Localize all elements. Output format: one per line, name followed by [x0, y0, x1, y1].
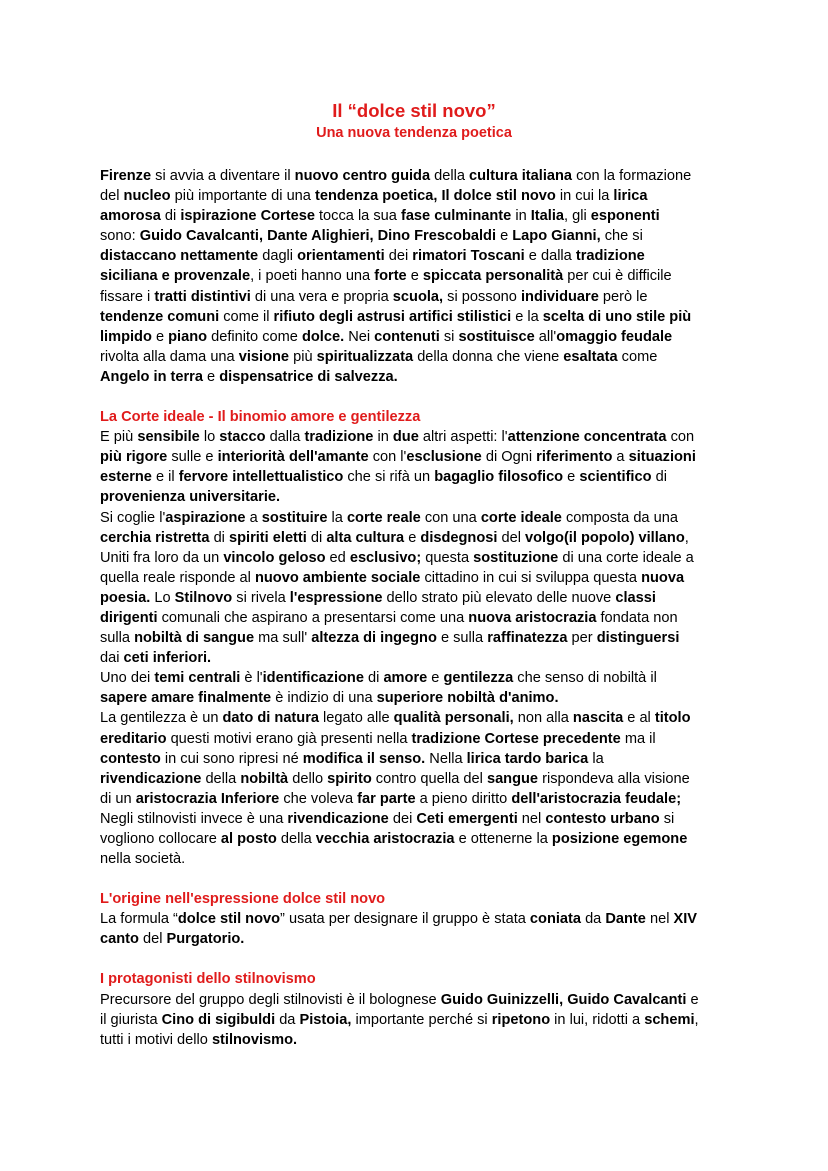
bold-text: spirito: [327, 770, 372, 787]
text-run: di una vera e propria: [250, 288, 393, 305]
bold-text: nuovo centro guida: [294, 168, 431, 184]
text-run: di Ogni: [481, 449, 537, 466]
bold-text: nascita: [572, 710, 624, 727]
text-run: sulle e: [167, 449, 218, 466]
bold-text: Purgatorio.: [166, 931, 245, 948]
text-line: [100, 528, 728, 548]
bold-text: canto: [100, 931, 139, 948]
bold-text: sostituisce: [458, 328, 535, 345]
bold-text: esterne: [100, 469, 152, 486]
bold-text: aristocrazia Inferiore: [135, 790, 280, 807]
text-run: che si rifà un: [343, 469, 435, 486]
text-line: [100, 266, 728, 286]
text-run: del: [100, 188, 124, 205]
text-line: [100, 588, 728, 608]
bold-text: tradizione Cortese precedente: [411, 730, 621, 747]
bold-text: attenzione concentrata: [507, 429, 667, 446]
section-heading: L'origine nell'espressione dolce stil novo: [100, 891, 386, 908]
text-line: [100, 909, 728, 929]
text-run: la: [327, 509, 347, 526]
text-line: [100, 508, 728, 528]
text-run: Nella: [425, 750, 467, 767]
bold-text: dell'aristocrazia feudale;: [511, 790, 682, 807]
text-run: La gentilezza è un: [100, 710, 223, 727]
text-run: e al: [623, 710, 655, 727]
text-run: Negli stilnovisti invece è una: [100, 810, 288, 827]
bold-text: esaltata: [563, 348, 618, 365]
text-run: fondata non: [596, 609, 678, 626]
text-run: E più: [100, 429, 138, 446]
bold-text: titolo: [654, 710, 691, 727]
bold-text: Stilnovo: [174, 589, 233, 606]
text-run: e: [496, 228, 513, 245]
text-run: ,: [694, 1011, 699, 1028]
bold-text: nucleo: [123, 188, 171, 205]
text-run: , gli: [564, 208, 591, 225]
text-run: , i poeti hanno una: [250, 268, 375, 285]
text-run: in lui, ridotti a: [550, 1011, 645, 1028]
text-run: lo: [199, 429, 220, 446]
text-line: [100, 347, 728, 367]
section-body: [100, 990, 728, 1050]
text-run: con l': [368, 449, 407, 466]
bold-text: orientamenti: [297, 248, 385, 265]
text-run: in cui la: [555, 188, 614, 205]
bold-text: rivendicazione: [100, 770, 202, 787]
bold-text: esclusione: [406, 449, 482, 466]
document-subtitle: Una nuova tendenza poetica: [316, 125, 512, 141]
bold-text: rifiuto degli astrusi artifici stilistici: [273, 308, 512, 325]
text-run: e: [202, 368, 220, 385]
text-run: rispondeva alla visione: [538, 770, 690, 787]
text-run: e: [686, 991, 699, 1008]
bold-text: sapere amare finalmente: [100, 690, 272, 707]
text-run: dalla: [265, 429, 305, 446]
bold-text: nuova: [641, 569, 685, 586]
bold-text: dolce.: [301, 328, 345, 345]
text-run: però le: [598, 288, 648, 305]
bold-text: schemi: [644, 1011, 695, 1028]
bold-text: più rigore: [100, 449, 168, 466]
text-line: [100, 849, 728, 869]
bold-text: Guido Guinizzelli, Guido Cavalcanti: [440, 991, 687, 1008]
bold-text: sangue: [486, 770, 539, 787]
bold-text: tendenze comuni: [100, 308, 220, 325]
text-run: e: [151, 328, 169, 345]
text-run: dai: [100, 650, 124, 667]
text-run: si avvia a diventare il: [151, 168, 295, 184]
text-run: nel: [645, 911, 674, 928]
bold-text: classi: [615, 589, 656, 606]
text-run: come il: [219, 308, 274, 325]
bold-text: superiore nobiltà d'animo.: [376, 690, 559, 707]
bold-text: ceti inferiori.: [123, 650, 212, 667]
text-line: [100, 548, 728, 568]
bold-text: ripetono: [491, 1011, 551, 1028]
bold-text: due: [392, 429, 419, 446]
text-run: e ottenerne la: [454, 831, 552, 847]
text-run: per cui è difficile: [563, 268, 672, 285]
bold-text: dolce stil novo: [177, 911, 281, 928]
bold-text: fervore intellettualistico: [178, 469, 344, 486]
bold-text: tradizione: [575, 248, 645, 265]
text-run: in: [511, 208, 531, 225]
bold-text: sostituire: [261, 509, 328, 526]
bold-text: Angelo in terra: [100, 368, 203, 385]
text-run: di un: [100, 790, 136, 807]
text-line: [100, 427, 728, 447]
bold-text: Dante: [605, 911, 646, 928]
text-run: come: [617, 348, 658, 365]
bold-text: riferimento: [536, 449, 613, 466]
bold-text: ereditario: [100, 730, 167, 747]
text-line: [100, 648, 728, 668]
bold-text: ispirazione Cortese: [180, 208, 315, 225]
text-run: si: [659, 810, 675, 827]
text-run: Nei: [344, 328, 375, 345]
bold-text: lirica: [613, 188, 648, 205]
bold-text: provenienza universitarie.: [100, 489, 281, 506]
bold-text: poesia.: [100, 589, 151, 606]
bold-text: tradizione: [304, 429, 374, 446]
text-line: [100, 487, 728, 507]
section-heading: I protagonisti dello stilnovismo: [100, 971, 316, 988]
text-run: di: [306, 529, 327, 546]
text-line: [100, 186, 728, 206]
bold-text: stilnovismo.: [211, 1031, 298, 1048]
bold-text: scientifico: [579, 469, 652, 486]
bold-text: omaggio feudale: [556, 328, 673, 345]
text-run: della: [430, 168, 470, 184]
text-line: [100, 809, 728, 829]
text-line: [100, 307, 728, 327]
text-run: e la: [511, 308, 543, 325]
bold-text: esclusivo;: [349, 549, 422, 566]
bold-text: Ceti emergenti: [416, 810, 518, 827]
bold-text: visione: [238, 348, 290, 365]
text-run: non alla: [513, 710, 573, 727]
text-run: nel: [517, 810, 546, 827]
text-line: [100, 829, 728, 849]
text-line: [100, 467, 728, 487]
bold-text: far parte: [357, 790, 416, 807]
text-run: a pieno diritto: [415, 790, 512, 807]
text-run: dei: [388, 810, 417, 827]
text-line: [100, 628, 728, 648]
bold-text: temi centrali: [154, 670, 241, 687]
text-run: e sulla: [436, 630, 488, 647]
text-run: tutti i motivi dello: [100, 1031, 212, 1048]
text-run: e: [563, 469, 580, 486]
bold-text: qualità personali,: [393, 710, 514, 727]
text-run: fissare i: [100, 288, 155, 305]
text-run: comunali che aspirano a presentarsi come una: [157, 609, 469, 626]
text-run: dei: [384, 248, 413, 265]
document-page: [100, 100, 728, 1050]
text-run: che si: [600, 228, 643, 245]
text-line: [100, 327, 728, 347]
text-run: dagli: [258, 248, 298, 265]
bold-text: raffinatezza: [487, 630, 568, 647]
text-run: e: [404, 529, 421, 546]
text-line: [100, 226, 728, 246]
text-line: [100, 990, 728, 1010]
text-run: e il: [151, 469, 179, 486]
text-run: vogliono collocare: [100, 831, 221, 847]
text-line: [100, 1030, 728, 1050]
text-run: questa: [421, 549, 474, 566]
bold-text: Lapo Gianni,: [512, 228, 601, 245]
text-run: e dalla: [524, 248, 576, 265]
bold-text: rivendicazione: [287, 810, 389, 827]
text-run: nella società.: [100, 851, 186, 868]
bold-text: nobiltà: [240, 770, 289, 787]
bold-text: corte ideale: [480, 509, 562, 526]
text-run: tocca la sua: [314, 208, 401, 225]
bold-text: tendenza poetica, Il dolce stil novo: [314, 188, 556, 205]
bold-text: l'espressione: [289, 589, 383, 606]
bold-text: amore: [383, 670, 428, 687]
text-line: [100, 287, 728, 307]
text-run: altri aspetti: l': [418, 429, 508, 446]
bold-text: alta cultura: [326, 529, 405, 546]
text-run: legato alle: [319, 710, 394, 727]
bold-text: contenuti: [374, 328, 440, 345]
bold-text: Pistoia,: [299, 1011, 352, 1028]
bold-text: stacco: [219, 429, 266, 446]
text-line: [100, 769, 728, 789]
bold-text: tratti distintivi: [154, 288, 251, 305]
bold-text: scuola,: [392, 288, 444, 305]
text-run: cittadino in cui si sviluppa questa: [420, 569, 642, 586]
text-run: del: [138, 931, 167, 948]
text-run: rivolta alla dama una: [100, 348, 239, 365]
bold-text: posizione egemone: [551, 831, 688, 847]
section-body: [100, 909, 728, 949]
bold-text: corte reale: [346, 509, 421, 526]
bold-text: amorosa: [100, 208, 161, 225]
bold-text: piano: [168, 328, 208, 345]
text-line: [100, 789, 728, 809]
text-run: di una corte ideale a: [558, 549, 694, 566]
text-line: [100, 166, 728, 186]
text-run: si: [439, 328, 459, 345]
text-run: Si coglie l': [100, 509, 166, 526]
text-run: composta da una: [561, 509, 678, 526]
bold-text: individuare: [520, 288, 599, 305]
text-run: ” usata per designare il gruppo è stata: [280, 911, 530, 928]
text-line: [100, 206, 728, 226]
bold-text: cultura italiana: [469, 168, 573, 184]
section-protagonisti: [100, 969, 728, 1049]
text-run: più importante di una: [170, 188, 315, 205]
bold-text: Guido Cavalcanti, Dante Alighieri, Dino Frescobaldi: [139, 228, 497, 245]
text-run: che voleva: [279, 790, 358, 807]
bold-text: nobiltà di sangue: [134, 630, 255, 647]
text-line: [100, 708, 728, 728]
bold-text: contesto urbano: [545, 810, 660, 827]
text-run: della: [201, 770, 241, 787]
text-run: di: [160, 208, 181, 225]
bold-text: dispensatrice di salvezza.: [219, 368, 398, 385]
bold-text: forte: [374, 268, 407, 285]
bold-text: lirica tardo barica: [466, 750, 589, 767]
text-run: per: [567, 630, 597, 647]
text-line: [100, 447, 728, 467]
text-run: in: [373, 429, 393, 446]
bold-text: dato di natura: [222, 710, 319, 727]
text-run: in cui sono ripresi né: [160, 750, 303, 767]
bold-text: vincolo geloso: [223, 549, 326, 566]
text-line: [100, 668, 728, 688]
section-body: [100, 166, 728, 387]
text-run: sono:: [100, 228, 140, 245]
bold-text: volgo(il popolo) villano: [525, 529, 685, 546]
text-line: [100, 929, 728, 949]
bold-text: distaccano nettamente: [100, 248, 259, 265]
text-run: La formula “: [100, 911, 178, 928]
bold-text: spiriti eletti: [228, 529, 307, 546]
bold-text: vecchia aristocrazia: [315, 831, 455, 847]
bold-text: Italia: [530, 208, 564, 225]
text-run: e: [406, 268, 423, 285]
text-run: ma il: [620, 730, 656, 747]
section-body: [100, 427, 728, 869]
text-run: all': [534, 328, 557, 345]
text-line: [100, 749, 728, 769]
text-line: [100, 246, 728, 266]
text-run: Uno dei: [100, 670, 155, 687]
text-run: con una: [420, 509, 481, 526]
bold-text: disdegnosi: [420, 529, 498, 546]
bold-text: altezza di ingegno: [311, 630, 437, 647]
text-run: contro quella del: [371, 770, 487, 787]
bold-text: cerchia ristretta: [100, 529, 210, 546]
bold-text: scelta di uno stile più: [542, 308, 692, 325]
bold-text: situazioni: [628, 449, 696, 466]
bold-text: XIV: [673, 911, 698, 928]
section-heading: La Corte ideale - Il binomio amore e gentilezza: [100, 409, 421, 426]
text-run: e: [427, 670, 444, 687]
bold-text: coniata: [529, 911, 582, 928]
text-run: dello strato più elevato delle nuove: [382, 589, 616, 606]
text-run: si rivela: [232, 589, 290, 606]
text-run: di: [651, 469, 667, 486]
text-run: Uniti fra loro da un: [100, 549, 224, 566]
text-run: il giurista: [100, 1011, 162, 1028]
bold-text: nuovo ambiente sociale: [254, 569, 421, 586]
text-run: ,: [684, 529, 689, 546]
bold-text: spiritualizzata: [316, 348, 414, 365]
text-run: da: [581, 911, 606, 928]
text-run: quella reale risponde al: [100, 569, 255, 586]
bold-text: sensibile: [137, 429, 200, 446]
bold-text: modifica il senso.: [302, 750, 426, 767]
bold-text: fase culminante: [400, 208, 512, 225]
text-run: ed: [325, 549, 350, 566]
text-run: con: [666, 429, 695, 446]
bold-text: contesto: [100, 750, 161, 767]
bold-text: esponenti: [590, 208, 660, 225]
bold-text: spiccata personalità: [422, 268, 564, 285]
text-run: della donna che viene: [413, 348, 564, 365]
section-origine: [100, 889, 728, 949]
bold-text: Cino di sigibuldi: [161, 1011, 276, 1028]
text-run: che senso di nobiltà il: [513, 670, 657, 687]
text-line: [100, 568, 728, 588]
section-corte-ideale: [100, 407, 728, 869]
text-run: Precursore del gruppo degli stilnovisti è il bolognese: [100, 991, 441, 1008]
bold-text: al posto: [220, 831, 277, 847]
text-run: si possono: [443, 288, 521, 305]
bold-text: aspirazione: [165, 509, 246, 526]
text-line: [100, 608, 728, 628]
bold-text: siciliana e provenzale: [100, 268, 251, 285]
text-run: sulla: [100, 630, 135, 647]
text-run: la: [588, 750, 604, 767]
bold-text: limpido: [100, 328, 152, 345]
text-run: con la formazione: [572, 168, 692, 184]
text-run: a: [245, 509, 262, 526]
bold-text: interiorità dell'amante: [217, 449, 369, 466]
text-run: della: [276, 831, 316, 847]
text-line: [100, 688, 728, 708]
text-run: da: [275, 1011, 300, 1028]
bold-text: rimatori Toscani: [412, 248, 525, 265]
bold-text: gentilezza: [443, 670, 514, 687]
text-run: di: [363, 670, 384, 687]
text-run: importante perché si: [351, 1011, 492, 1028]
bold-text: sostituzione: [473, 549, 559, 566]
text-line: [100, 729, 728, 749]
text-run: definito come: [207, 328, 302, 345]
text-run: del: [497, 529, 526, 546]
text-run: dello: [288, 770, 328, 787]
text-line: [100, 1010, 728, 1030]
bold-text: Firenze: [100, 168, 152, 184]
section-intro: [100, 166, 728, 387]
text-run: questi motivi erano già presenti nella: [166, 730, 412, 747]
bold-text: bagaglio filosofico: [434, 469, 564, 486]
text-line: [100, 367, 728, 387]
document-title: Il “dolce stil novo”: [332, 100, 496, 121]
bold-text: nuova aristocrazia: [468, 609, 597, 626]
text-run: più: [289, 348, 317, 365]
text-run: è l': [240, 670, 263, 687]
text-run: di: [209, 529, 229, 546]
bold-text: distinguersi: [596, 630, 680, 647]
text-run: Lo: [150, 589, 175, 606]
bold-text: dirigenti: [100, 609, 158, 626]
bold-text: identificazione: [262, 670, 364, 687]
text-run: a: [612, 449, 629, 466]
text-run: è indizio di una: [271, 690, 377, 707]
text-run: ma sull': [254, 630, 312, 647]
